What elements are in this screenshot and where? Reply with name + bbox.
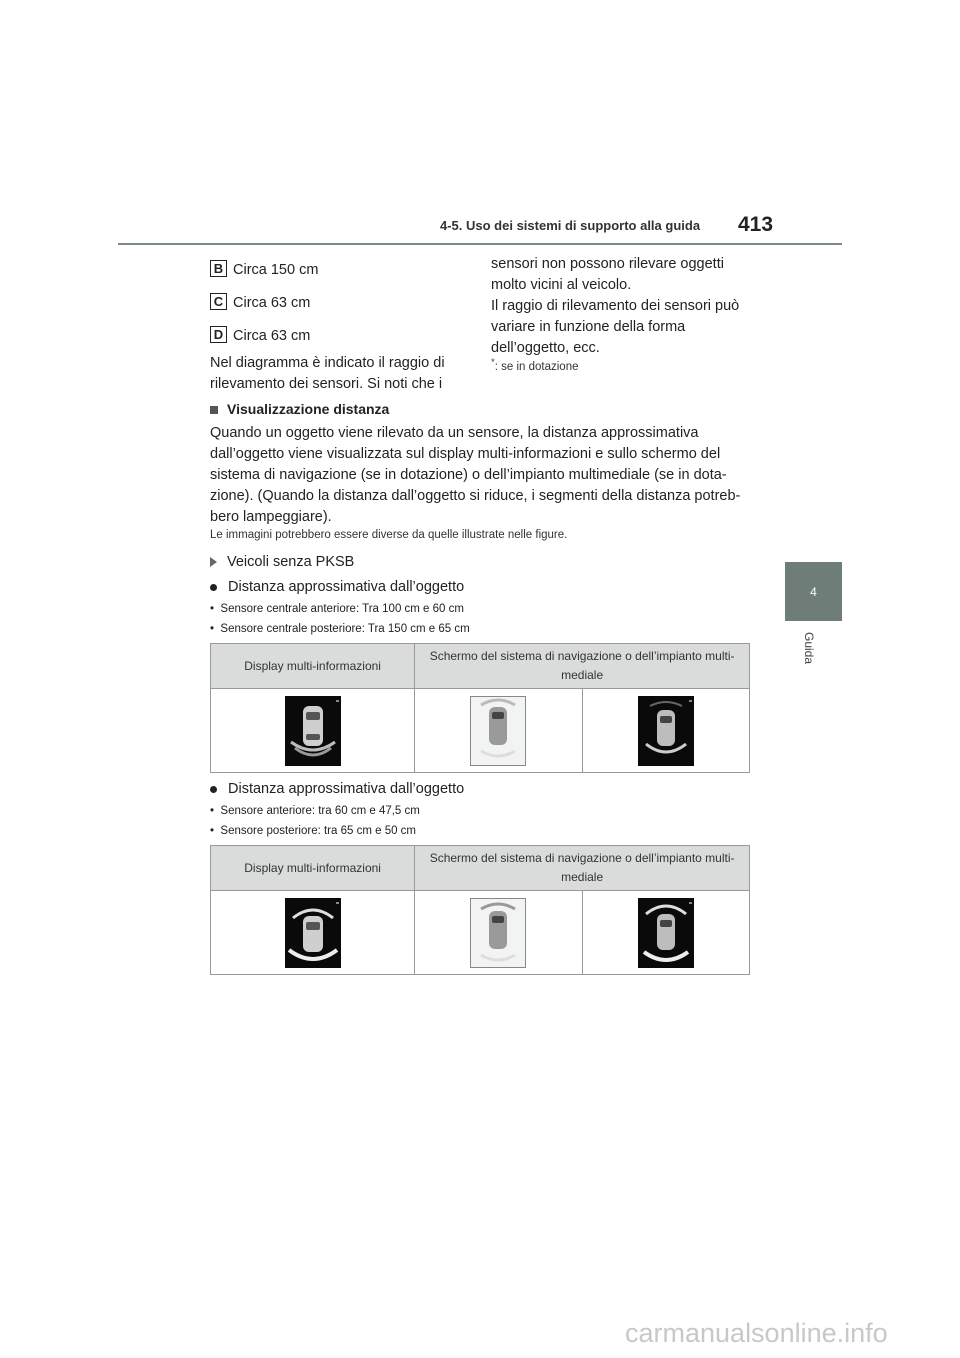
label-c-icon: C <box>210 293 227 310</box>
screen-image-cell-2 <box>582 689 749 773</box>
list-item-text: Sensore centrale posteriore: Tra 150 cm e 65 cm <box>220 623 470 635</box>
block1-title-text: Distanza approssimativa dall’oggetto <box>228 579 465 595</box>
screen-display-image <box>470 898 526 968</box>
sensor-note <box>491 254 724 296</box>
paragraph-line: zione). (Quando la distanza dall’oggetto si riduce, i segmenti della distanza potreb- <box>210 488 741 504</box>
legend-item-b <box>210 260 318 281</box>
header-line: mediale <box>561 870 604 884</box>
range-note <box>491 296 739 359</box>
header-divider <box>118 243 842 245</box>
list-item-text: Sensore posteriore: tra 65 cm e 50 cm <box>220 825 417 837</box>
header-line: mediale <box>561 668 604 682</box>
range-note-line: dell’oggetto, ecc. <box>491 340 600 356</box>
screen-display-image-dark <box>638 696 694 766</box>
block2-title <box>210 779 464 800</box>
triangle-bullet-icon <box>210 557 217 567</box>
screen-image-cell <box>415 891 582 975</box>
image-disclaimer: Le immagini potrebbero essere diverse da quelle illustrate nelle figure. <box>210 529 568 541</box>
mid-display-image <box>285 898 341 968</box>
legend-item-c <box>210 293 310 314</box>
paragraph-line: Quando un oggetto viene rilevato da un sensore, la distanza approssimativa <box>210 425 699 441</box>
mid-image-cell <box>211 891 415 975</box>
chapter-tab <box>785 562 842 621</box>
car-sensor-icon <box>638 898 694 968</box>
diagram-note-line: rilevamento dei sensori. Si noti che i <box>210 376 443 392</box>
page-number: 413 <box>738 213 774 236</box>
legend-text-c: Circa 63 cm <box>233 295 311 311</box>
footnote-mark: * <box>491 357 495 368</box>
section-header: 4-5. Uso dei sistemi di supporto alla guida <box>440 218 701 233</box>
diagram-note-line: Nel diagramma è indicato il raggio di <box>210 355 445 371</box>
list-item-text: Sensore anteriore: tra 60 cm e 47,5 cm <box>220 805 420 817</box>
diagram-note <box>210 353 445 395</box>
chapter-label: Guida <box>802 632 816 665</box>
sensor-note-line: sensori non possono rilevare oggetti <box>491 256 724 272</box>
header-cell-mid: Display multi-informazioni <box>211 644 415 689</box>
screen-image-cell-2 <box>582 891 749 975</box>
footnote <box>491 357 579 373</box>
car-topview-icon <box>471 899 525 967</box>
header-line: Schermo del sistema di navigazione o dell’impianto multi- <box>429 851 735 865</box>
label-b-icon: B <box>210 260 227 277</box>
label-d-icon: D <box>210 326 227 343</box>
paragraph-line: sistema di navigazione (se in dotazione) o dell’impianto multimediale (se in dota- <box>210 467 727 483</box>
section-title: Visualizzazione distanza <box>227 401 390 417</box>
screen-image-cell <box>415 689 582 773</box>
legend-item-d <box>210 326 310 347</box>
chapter-number: 4 <box>810 584 817 599</box>
range-note-line: Il raggio di rilevamento dei sensori può <box>491 298 740 314</box>
screen-display-image-dark <box>638 898 694 968</box>
legend-text-d: Circa 63 cm <box>233 328 311 344</box>
dot-bullet-icon <box>210 584 217 591</box>
list-item: • Sensore centrale anteriore: Tra 100 cm e 60 cm <box>210 603 464 615</box>
section-heading <box>210 401 389 417</box>
screen-display-image <box>470 696 526 766</box>
range-note-line: variare in funzione della forma <box>491 319 686 335</box>
header-line: Schermo del sistema di navigazione o dell’impianto multi- <box>429 649 735 663</box>
section-paragraph <box>210 423 755 528</box>
block2-title-text: Distanza approssimativa dall’oggetto <box>228 781 465 797</box>
paragraph-line: dall’oggetto viene visualizzata sul display multi-informazioni e sullo schermo del <box>210 446 721 462</box>
list-item: • Sensore posteriore: tra 65 cm e 50 cm <box>210 825 417 837</box>
block1-bullets <box>210 599 470 639</box>
subheading <box>210 552 354 573</box>
list-item: • Sensore anteriore: tra 60 cm e 47,5 cm <box>210 805 420 817</box>
subheading-text: Veicoli senza PKSB <box>227 554 355 570</box>
list-item: • Sensore centrale posteriore: Tra 150 cm e 65 cm <box>210 623 470 635</box>
mid-display-image <box>285 696 341 766</box>
car-icon <box>285 898 341 968</box>
legend-text-b: Circa 150 cm <box>233 262 319 278</box>
block1-title <box>210 577 464 598</box>
car-icon <box>285 696 341 766</box>
watermark: carmanualsonline.info <box>625 1318 888 1348</box>
paragraph-line: bero lampeggiare). <box>210 509 332 525</box>
display-table-2 <box>210 845 750 975</box>
footnote-text: : se in dotazione <box>494 360 579 373</box>
car-sensor-icon <box>638 696 694 766</box>
car-topview-icon <box>471 697 525 765</box>
display-table-1 <box>210 643 750 773</box>
dot-bullet-icon <box>210 786 217 793</box>
header-cell-mid: Display multi-informazioni <box>211 846 415 891</box>
header-cell-screen <box>415 644 750 689</box>
square-bullet-icon <box>210 406 218 414</box>
sensor-note-line: molto vicini al veicolo. <box>491 277 632 293</box>
mid-image-cell <box>211 689 415 773</box>
block2-bullets <box>210 801 420 841</box>
header-cell-screen <box>415 846 750 891</box>
list-item-text: Sensore centrale anteriore: Tra 100 cm e 60 cm <box>220 603 464 615</box>
